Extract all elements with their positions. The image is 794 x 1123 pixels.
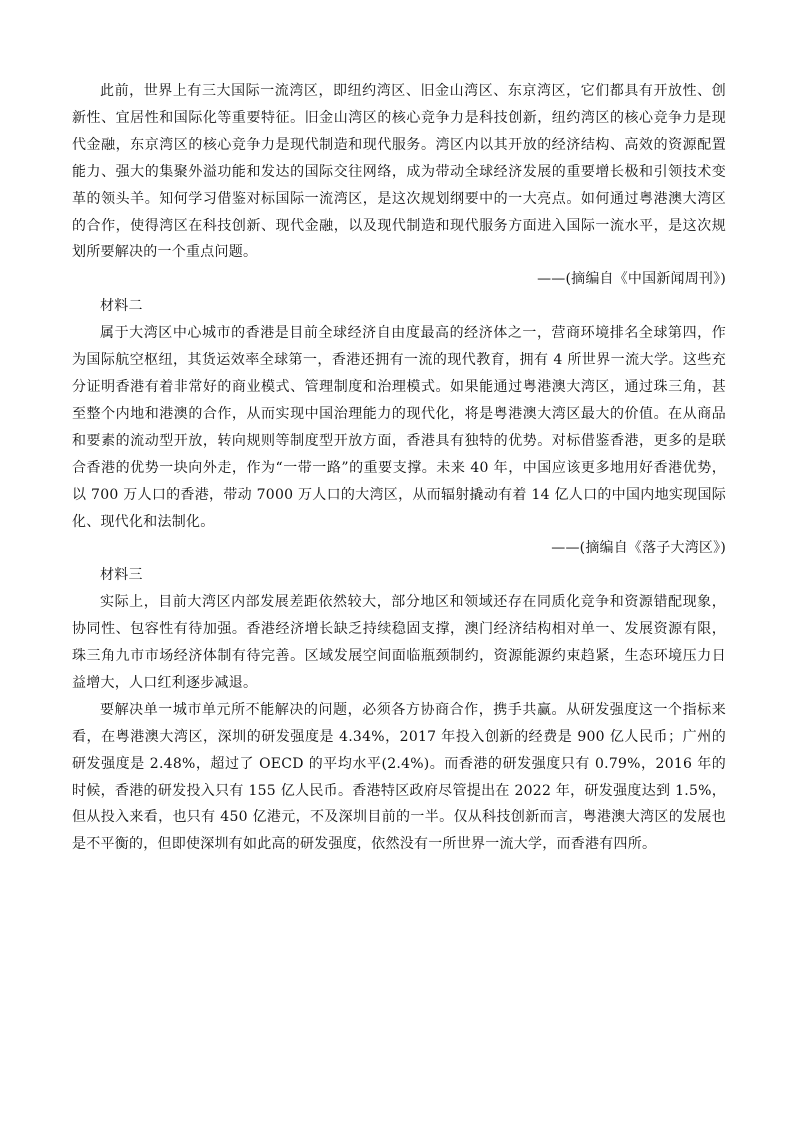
intro-paragraph: 此前，世界上有三大国际一流湾区，即纽约湾区、旧金山湾区、东京湾区，它们都具有开放性、创新性、宜居性和国际化等重要特征。旧金山湾区的核心竞争力是科技创新，纽约湾区的核心竞争力是现代金融，东京湾区的核心竞争力是现代制造和现代服务。湾区内以其开放的经济结构、高效的资源配置能力、强大的集聚外溢功能和发达的国际交往网络，成为带动全球经济发展的重要增长极和引领技术变革的领头羊。知何学习借鉴对标国际一流湾区，是这次规划纲要中的一大亮点。如何通过粤港澳大湾区的合作，使得湾区在科技创新、现代金融，以及现代制造和现代服务方面进入国际一流水平，是这次规划所要解决的一个重点问题。 [72, 83, 726, 261]
material2-paragraph: 属于大湾区中心城市的香港是目前全球经济自由度最高的经济体之一，营商环境排名全球第四，作为国际航空枢纽，其货运效率全球第一，香港还拥有一流的现代教育，拥有 4 所世界一流大学。这些充分证明香港有着非常好的商业模式、管理制度和治理模式。如果能通过粤港澳大湾区，通过珠三角，甚至整个内地和港澳的合作，从而实现中国治理能力的现代化，将是粤港澳大湾区最大的价值。在从商品和要素的流动型开放，转向规则等制度型开放方面，香港具有独特的优势。对标借鉴香港，更多的是联合香港的优势一块向外走，作为“一带一路”的重要支撑。未来 40 年，中国应该更多地用好香港优势，以 700 万人口的香港，带动 7000 万人口的大湾区，从而辐射撬动有着 14 亿人口的中国内地实现国际化、现代化和法制化。 [72, 325, 726, 530]
material2-source: ——(摘编自《落子大湾区》) [551, 540, 726, 557]
material2-heading: 材料二 [100, 298, 143, 315]
material3-paragraph-2: 要解决单一城市单元所不能解决的问题，必须各方协商合作，携手共赢。从研发强度这一个指标来看，在粤港澳大湾区，深圳的研发强度是 4.34%，2017 年投入创新的经费是 900 亿人民币；广州的研发强度是 2.48%，超过了 OECD 的平均水平(2.4%)。而香港的研发强度只有 0.79%，2016 年的时候，香港的研发投入只有 155 亿人民币。香港特区政府尽管提出在 2022 年，研发强度达到 1.5%，但从投入来看，也只有 450 亿港元，不及深圳目前的一半。仅从科技创新而言，粤港澳大湾区的发展也是不平衡的，但即使深圳有如此高的研发强度，依然没有一所世界一流大学，而香港有四所。 [72, 701, 726, 853]
material3-heading: 材料三 [100, 567, 143, 584]
intro-source: ——(摘编自《中国新闻周刊》) [537, 271, 726, 288]
material3-paragraph-1: 实际上，目前大湾区内部发展差距依然较大，部分地区和领域还存在同质化竞争和资源错配现象，协同性、包容性有待加强。香港经济增长缺乏持续稳固支撑，澳门经济结构相对单一、发展资源有限，珠三角九市市场经济体制有待完善。区域发展空间面临瓶颈制约，资源能源约束趋紧，生态环境压力日益增大，人口红利逐步减退。 [72, 594, 726, 691]
document-page [72, 78, 726, 858]
